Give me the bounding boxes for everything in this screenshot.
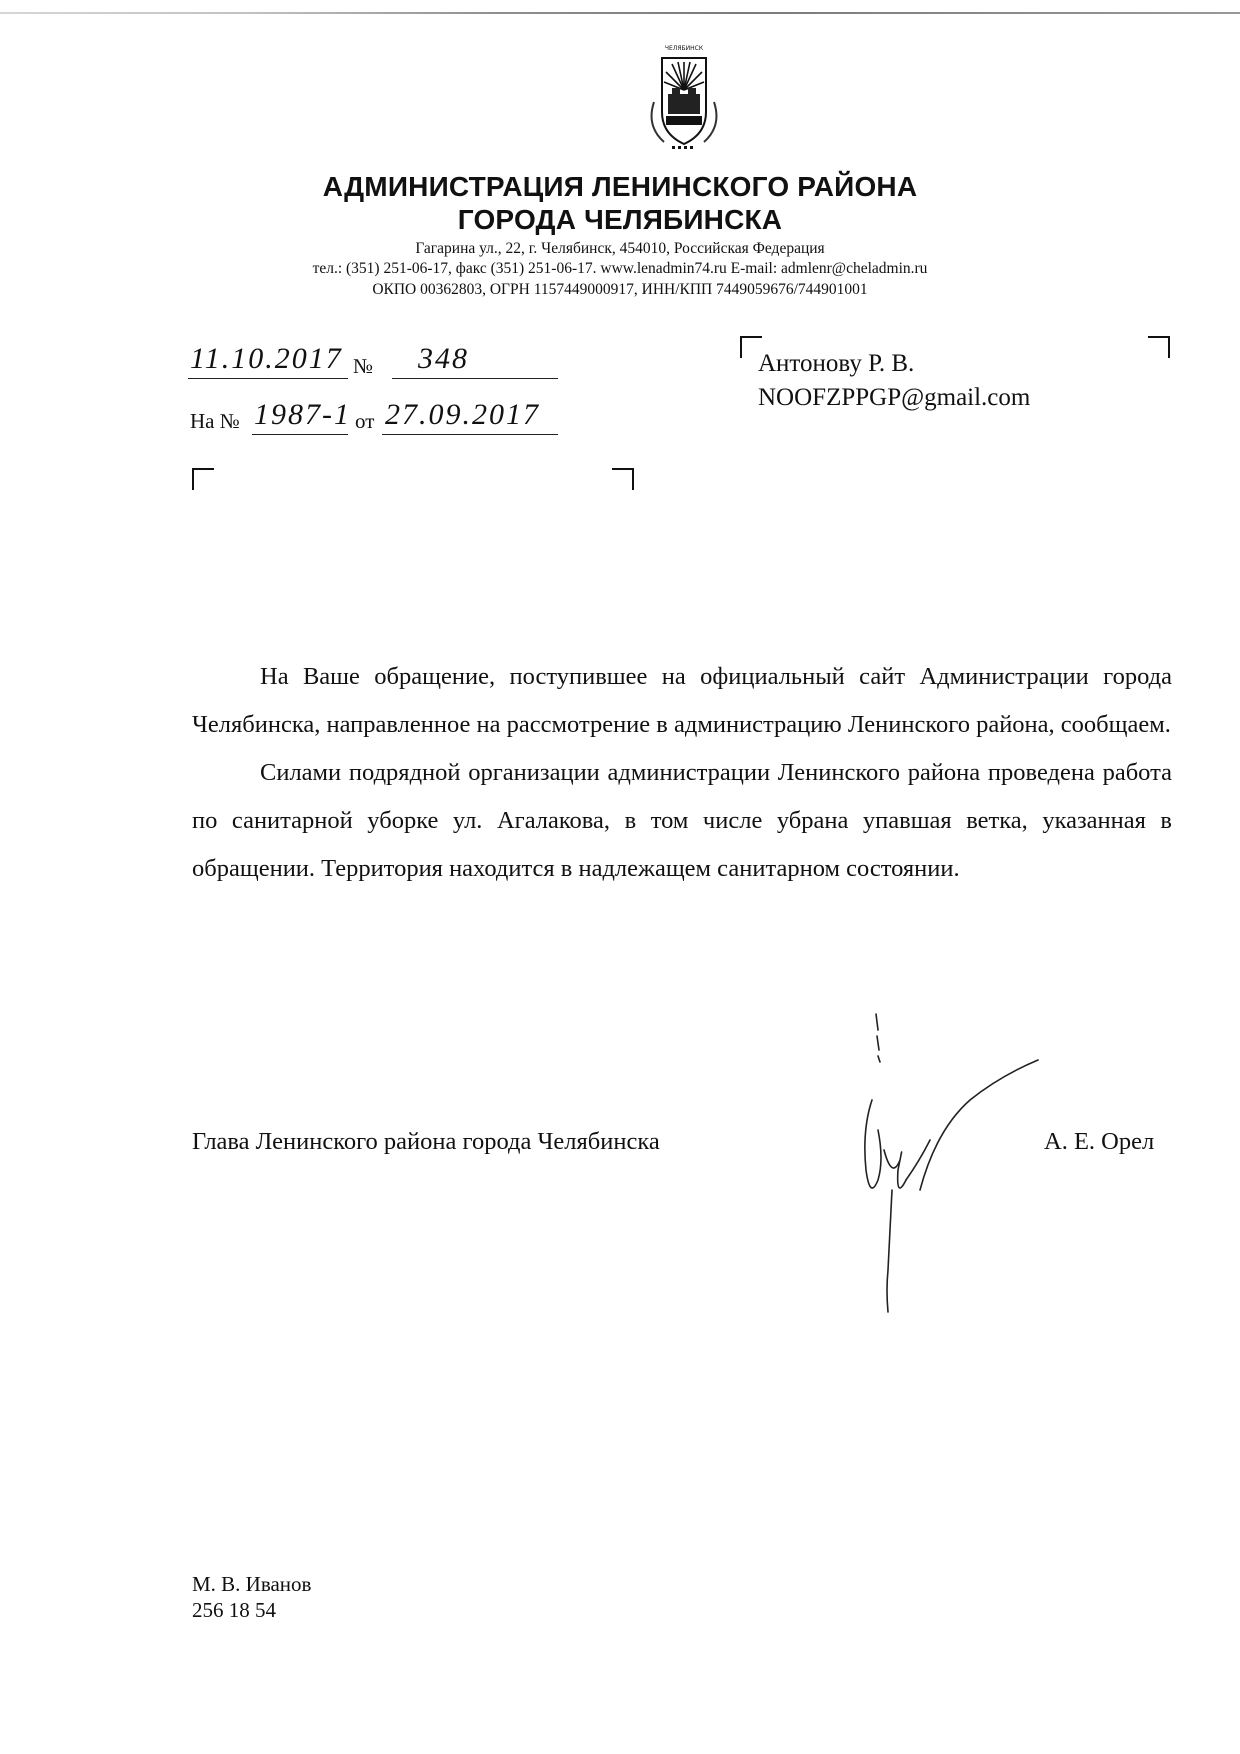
letter-body <box>192 653 1172 893</box>
organization-codes: ОКПО 00362803, ОГРН 1157449000917, ИНН/КПП 7449059676/744901001 <box>372 281 868 298</box>
emblem-caption: ЧЕЛЯБИНСК <box>664 45 704 52</box>
reply-number: 1987-1 <box>254 398 351 431</box>
handwritten-signature <box>840 1010 1060 1330</box>
reply-number-underline <box>252 434 348 435</box>
number-underline <box>392 378 558 379</box>
subject-bracket-right <box>612 468 634 490</box>
body-paragraph-2: Силами подрядной организации администрации Ленинского района проведена работа по санитарной уборке ул. Агалакова, в том числе убрана упавшая ветка, указанная в обращении. Территория находится в надлежащем санитарном состоянии. <box>192 759 1172 882</box>
reply-label: На № <box>190 409 240 433</box>
signatory-name: А. Е. Орел <box>1044 1128 1155 1155</box>
executor-name: М. В. Иванов <box>192 1572 312 1596</box>
subject-bracket-left <box>192 468 214 490</box>
coat-of-arms-icon <box>640 42 728 160</box>
organization-name-line1: АДМИНИСТРАЦИЯ ЛЕНИНСКОГО РАЙОНА <box>322 171 918 202</box>
coat-of-arms-emblem <box>640 42 728 160</box>
executor-phone: 256 18 54 <box>192 1598 276 1622</box>
reply-date-underline <box>382 434 558 435</box>
organization-address: Гагарина ул., 22, г. Челябинск, 454010, Российская Федерация <box>415 240 825 257</box>
from-label: от <box>355 409 375 433</box>
reply-date: 27.09.2017 <box>385 398 540 431</box>
outgoing-number: 348 <box>418 342 469 375</box>
signatory-position: Глава Ленинского района города Челябинска <box>192 1128 660 1155</box>
outgoing-date: 11.10.2017 <box>190 342 343 375</box>
recipient-bracket-right <box>1148 336 1170 358</box>
body-paragraph-1: На Ваше обращение, поступившее на официальный сайт Администрации города Челябинска, направленное на рассмотрение в администрацию Ленинского района, сообщаем. <box>192 663 1172 738</box>
recipient-name: Антонову Р. В. <box>758 350 915 377</box>
signature-icon <box>840 1010 1060 1330</box>
number-label: № <box>353 354 374 378</box>
date-underline <box>188 378 348 379</box>
scan-edge-line <box>0 12 1240 14</box>
organization-name-line2: ГОРОДА ЧЕЛЯБИНСКА <box>457 204 783 235</box>
recipient-email: NOOFZPPGP@gmail.com <box>758 384 1031 411</box>
organization-phones-web: тел.: (351) 251-06-17, факс (351) 251-06-17. www.lenadmin74.ru E-mail: admlenr@cheladmin.ru <box>312 260 928 277</box>
